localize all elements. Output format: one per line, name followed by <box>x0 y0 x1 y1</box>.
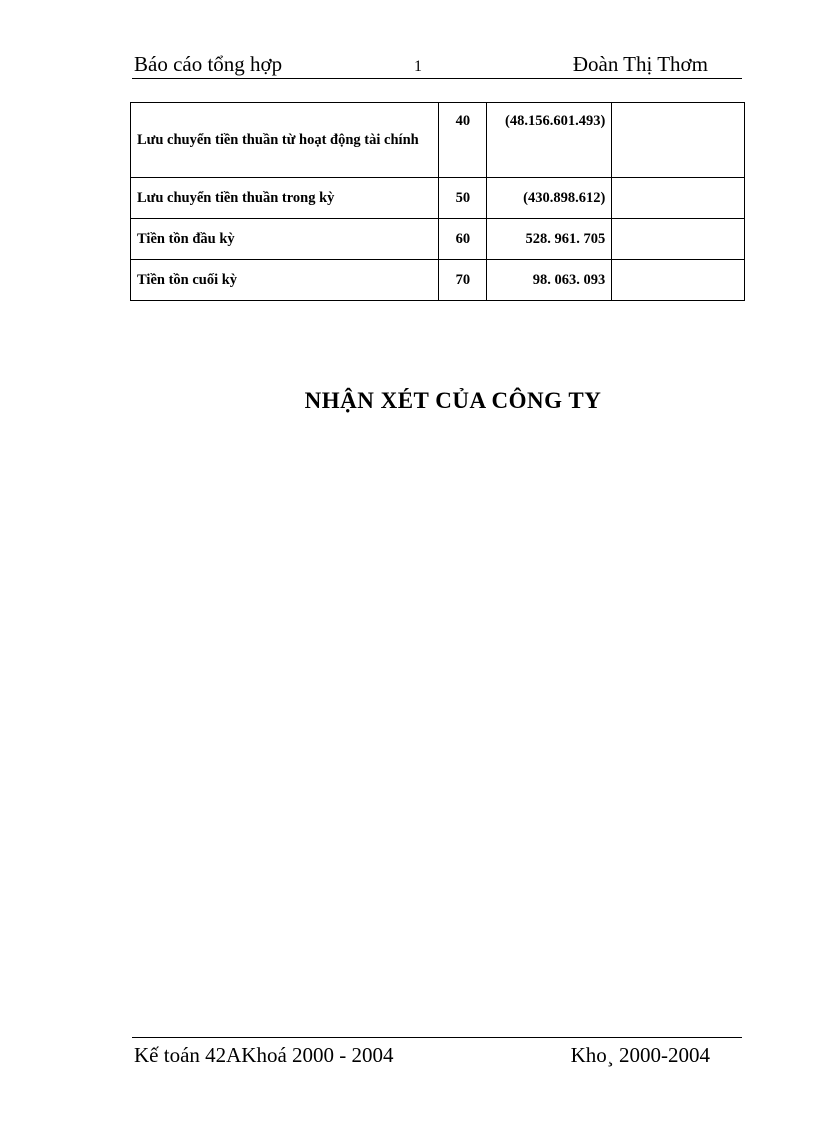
header-report-title: Báo cáo tổng hợp <box>134 52 283 76</box>
row-value: (430.898.612) <box>487 178 612 219</box>
page-header <box>132 52 742 79</box>
footer-divider <box>132 1037 742 1038</box>
row-code: 40 <box>439 103 487 178</box>
footer-left-text: Kế toán 42AKhoá 2000 - 2004 <box>134 1043 394 1067</box>
header-author: Đoàn Thị Thơm <box>572 52 708 76</box>
row-empty-cell <box>612 103 745 178</box>
row-code: 50 <box>439 178 487 219</box>
row-label: Lưu chuyển tiền thuần trong kỳ <box>131 178 439 219</box>
row-value: 98. 063. 093 <box>487 260 612 301</box>
cash-flow-table <box>130 102 745 301</box>
row-label: Tiền tồn cuối kỳ <box>131 260 439 301</box>
row-empty-cell <box>612 260 745 301</box>
row-code: 70 <box>439 260 487 301</box>
header-page-number: 1 <box>414 58 422 75</box>
section-title: NHẬN XÉT CỦA CÔNG TY <box>304 388 602 413</box>
row-empty-cell <box>612 178 745 219</box>
table-row <box>131 260 745 301</box>
row-label: Lưu chuyển tiền thuần từ hoạt động tài chính <box>131 103 439 178</box>
footer-right-text: Kho¸ 2000-2004 <box>570 1043 710 1067</box>
row-value: (48.156.601.493) <box>487 103 612 178</box>
row-label: Tiền tồn đầu kỳ <box>131 219 439 260</box>
row-empty-cell <box>612 219 745 260</box>
row-value: 528. 961. 705 <box>487 219 612 260</box>
row-code: 60 <box>439 219 487 260</box>
table-row <box>131 219 745 260</box>
table-row <box>131 103 745 178</box>
table-row <box>131 178 745 219</box>
